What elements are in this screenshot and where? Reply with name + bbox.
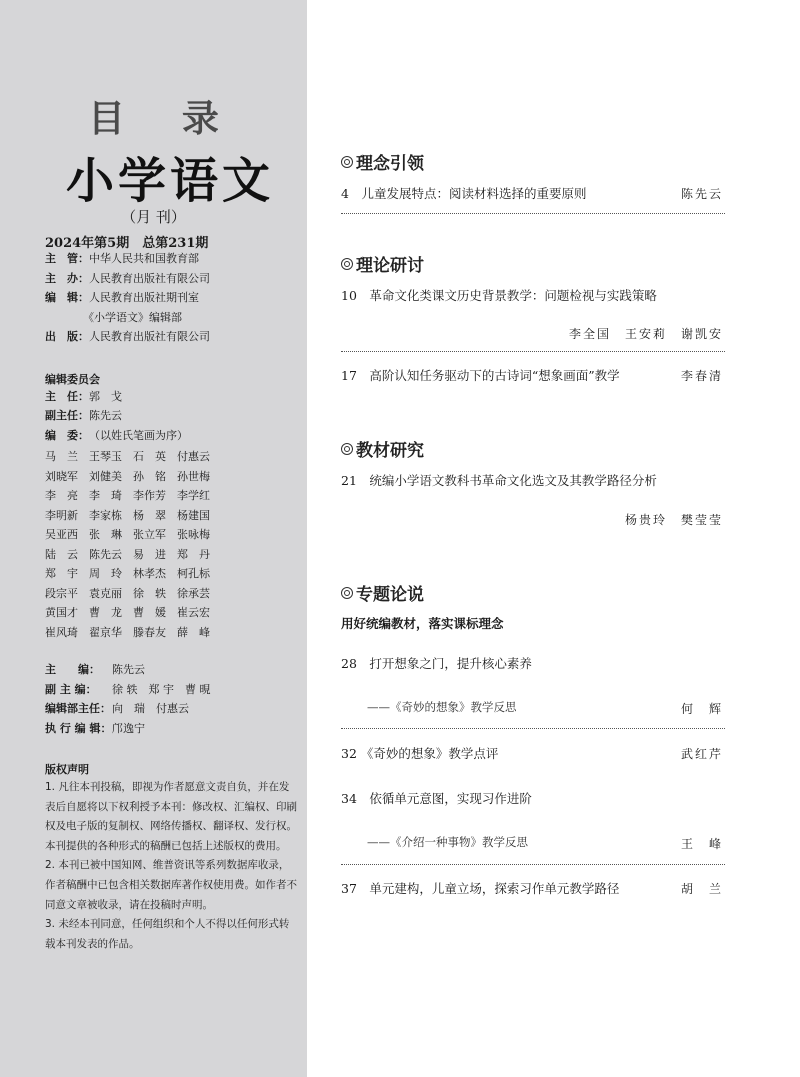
info-supervisor: 主 管：中华人民共和国教育部 bbox=[45, 252, 199, 265]
toc-entry[interactable]: 17 高阶认知任务驱动下的古诗词“想象画面”教学 bbox=[341, 368, 620, 383]
toc-author: 胡 兰 bbox=[680, 882, 723, 896]
toc-entry[interactable]: 34 依循单元意图，实现习作进阶 bbox=[341, 791, 532, 806]
toc-author: 何 辉 bbox=[680, 702, 723, 716]
magazine-logo bbox=[60, 150, 280, 208]
executive-editor: 执 行 编 辑：邝逸宁 bbox=[45, 722, 145, 735]
committee-row: 段宗平 袁克丽 徐 轶 徐承芸 bbox=[45, 587, 210, 600]
toc-author: 李全国 王安莉 谢凯安 bbox=[568, 327, 723, 341]
info-editor: 编 辑：人民教育出版社期刊室 bbox=[45, 291, 199, 304]
double-circle-icon bbox=[341, 587, 353, 599]
toc-entry[interactable]: 21 统编小学语文教科书革命文化选文及其教学路径分析 bbox=[341, 473, 657, 488]
committee-row: 黄国才 曹 龙 曹 媛 崔云宏 bbox=[45, 606, 210, 619]
toc-entry[interactable]: 28 打开想象之门，提升核心素养 bbox=[341, 656, 532, 671]
section-divider bbox=[341, 351, 725, 352]
section-heading: 专题论说 bbox=[341, 580, 424, 605]
periodicity: （月 刊） bbox=[121, 208, 186, 226]
office-director: 编辑部主任：向 瑞 付惠云 bbox=[45, 702, 189, 715]
toc-subtitle: ——《介绍一种事物》教学反思 bbox=[367, 835, 528, 849]
issue-number: 2024年第5期 总第231期 bbox=[45, 236, 209, 251]
committee-row: 李 亮 李 琦 李作芳 李学红 bbox=[45, 489, 210, 502]
contents-title: 目 录 bbox=[88, 96, 241, 140]
info-sponsor: 主 办：人民教育出版社有限公司 bbox=[45, 272, 210, 285]
committee-row: 刘晓军 刘健美 孙 铭 孙世梅 bbox=[45, 470, 210, 483]
double-circle-icon bbox=[341, 258, 353, 270]
toc-entry[interactable]: 32 《奇妙的想象》教学点评 bbox=[341, 746, 499, 761]
deputy-editor: 副 主 编： 徐 轶 郑 宇 曹 晛 bbox=[45, 683, 211, 696]
section-heading: 理念引领 bbox=[341, 149, 424, 174]
committee-deputy: 副主任：陈先云 bbox=[45, 409, 122, 422]
copyright-heading: 版权声明 bbox=[45, 763, 89, 776]
copyright-item: 1. 凡往本刊投稿，即视为作者愿意文责自负，并在发表后自愿将以下权利授予本刊：修改权、汇编权、印刷权及电子版的复制权、网络传播权、翻译权、发行权。本刊提供的各种形式的稿酬已包括上述版权的费用。 bbox=[45, 781, 297, 852]
committee-director: 主 任：郭 戈 bbox=[45, 390, 122, 403]
committee-row: 陆 云 陈先云 易 进 郑 丹 bbox=[45, 548, 210, 561]
toc-entry[interactable]: 37 单元建构，儿童立场，探索习作单元教学路径 bbox=[341, 881, 620, 896]
double-circle-icon bbox=[341, 156, 353, 168]
section-divider bbox=[341, 728, 725, 729]
toc-author: 李春清 bbox=[680, 369, 723, 383]
toc-author: 武红芹 bbox=[680, 747, 723, 761]
committee-row: 郑 宇 周 玲 林孝杰 柯孔标 bbox=[45, 567, 210, 580]
section-divider bbox=[341, 864, 725, 865]
committee-row: 马 兰 王琴玉 石 英 付惠云 bbox=[45, 450, 210, 463]
double-circle-icon bbox=[341, 443, 353, 455]
info-publisher: 出 版：人民教育出版社有限公司 bbox=[45, 330, 210, 343]
info-editor-dept: 《小学语文》编辑部 bbox=[83, 311, 182, 324]
svg-text:小学语文: 小学语文 bbox=[65, 153, 275, 208]
topic-subheading: 用好统编教材，落实课标理念 bbox=[341, 616, 504, 631]
committee-row: 崔风琦 翟京华 滕春友 薛 峰 bbox=[45, 626, 210, 639]
committee-members-label: 编 委：（以姓氏笔画为序） bbox=[45, 429, 188, 442]
committee-heading: 编辑委员会 bbox=[45, 373, 100, 386]
chief-editor: 主 编： 陈先云 bbox=[45, 663, 145, 676]
toc-author: 杨贵玲 樊莹莹 bbox=[624, 513, 723, 527]
copyright-text bbox=[45, 778, 297, 954]
toc-author: 王 峰 bbox=[680, 837, 723, 851]
section-divider bbox=[341, 213, 725, 214]
committee-row: 李明新 李家栋 杨 翠 杨建国 bbox=[45, 509, 210, 522]
copyright-item: 3. 未经本刊同意，任何组织和个人不得以任何形式转载本刊发表的作品。 bbox=[45, 918, 290, 950]
toc-subtitle: ——《奇妙的想象》教学反思 bbox=[367, 700, 517, 714]
toc-entry[interactable]: 4 儿童发展特点：阅读材料选择的重要原则 bbox=[341, 186, 587, 201]
section-heading: 教材研究 bbox=[341, 436, 424, 461]
section-heading: 理论研讨 bbox=[341, 251, 424, 276]
committee-row: 吴亚西 张 琳 张立军 张咏梅 bbox=[45, 528, 210, 541]
copyright-item: 2. 本刊已被中国知网、维普资讯等系列数据库收录，作者稿酬中已包含相关数据库著作权使用费。如作者不同意文章被收录，请在投稿时声明。 bbox=[45, 859, 297, 911]
toc-entry[interactable]: 10 革命文化类课文历史背景教学：问题检视与实践策略 bbox=[341, 288, 657, 303]
toc-author: 陈先云 bbox=[680, 187, 723, 201]
